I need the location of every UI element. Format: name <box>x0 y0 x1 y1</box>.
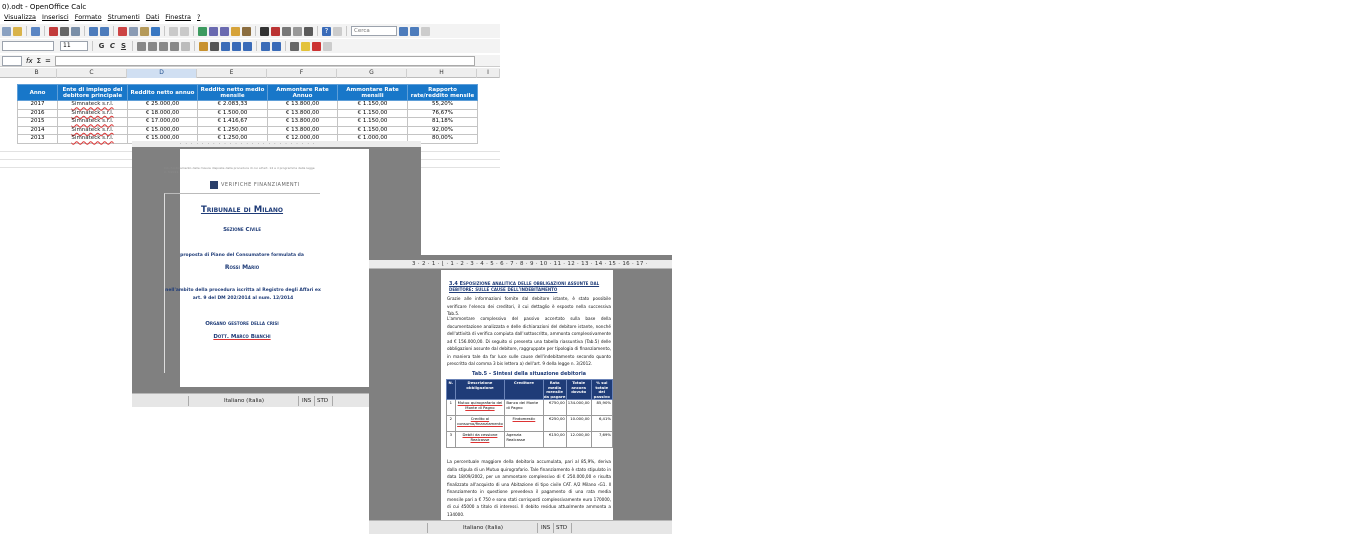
sort-descending-icon[interactable] <box>220 27 229 36</box>
page-header-text: Ciò, l'ordinamento delle misure disposte dalla procedura di cui all'art. 14 e il programma della legge n. 3/2012. <box>164 166 315 174</box>
organ-label: Organo gestore della crisi <box>205 321 279 327</box>
hyperlink-icon[interactable] <box>198 27 207 36</box>
menu-inserisci[interactable]: Inserisci <box>42 13 69 21</box>
cell[interactable]: € 13.800,00 <box>268 101 338 110</box>
cell[interactable]: 80,00% <box>408 135 478 144</box>
cell-text: Mutuo quirografario del Monte di Pagno <box>457 400 503 410</box>
zoom-icon[interactable] <box>304 27 313 36</box>
cell[interactable]: Banca del Monte di Pagno <box>505 400 543 416</box>
cell[interactable]: 55,20% <box>408 101 478 110</box>
background-color-icon[interactable] <box>301 42 310 51</box>
debtor-name: Rossi Mario <box>224 264 260 271</box>
status-selection-mode[interactable]: STD <box>317 398 329 404</box>
header-anno[interactable]: Anno <box>18 85 58 101</box>
status-divider <box>298 396 299 406</box>
cell[interactable]: 2014 <box>18 126 58 135</box>
logo-mark-icon <box>210 181 218 189</box>
cell[interactable]: € 18.000,00 <box>128 109 198 118</box>
table-row <box>447 400 613 416</box>
header-percentuale[interactable]: % sul totale del passivo <box>591 380 612 400</box>
export-pdf-icon[interactable] <box>49 27 58 36</box>
find-next-icon[interactable] <box>399 27 408 36</box>
cell[interactable]: € 2.083,33 <box>198 101 268 110</box>
cell[interactable]: 2017 <box>18 101 58 110</box>
cell[interactable]: 10.000,00 <box>566 416 591 432</box>
header-rate-mensili[interactable]: Ammontare Rate mensili <box>338 85 408 101</box>
page-preview-icon[interactable] <box>71 27 80 36</box>
menu-help[interactable]: ? <box>197 13 201 21</box>
cell[interactable]: € 13.800,00 <box>268 126 338 135</box>
cell[interactable]: € 12.000,00 <box>268 135 338 144</box>
menu-bar <box>0 13 500 24</box>
table-caption: Tab.5 – Sintesi della situazione debitoria <box>471 371 587 377</box>
format-toolbar <box>0 39 500 53</box>
horizontal-ruler[interactable]: 3 · 2 · 1 · ⌊ · 1 · 2 · 3 · 4 · 5 · 6 · 7 · 8 · 9 · 10 · 11 · 12 · 13 · 14 · 15 · 16 · 17 · <box>369 260 672 269</box>
print-icon[interactable] <box>60 27 69 36</box>
cell[interactable]: 1 <box>447 400 456 416</box>
autospellcheck-icon[interactable] <box>100 27 109 36</box>
align-left-icon[interactable] <box>137 42 146 51</box>
status-divider <box>553 523 554 533</box>
horizontal-ruler[interactable]: · · · · · · · · · · · · · · · · · · · · · · · · · <box>132 141 421 147</box>
currency-format-icon[interactable] <box>199 42 208 51</box>
cell[interactable]: 2013 <box>18 135 58 144</box>
toolbar-separator <box>92 41 93 51</box>
table-row <box>18 126 478 135</box>
align-center-icon[interactable] <box>148 42 157 51</box>
court-section: Sezione Civile <box>223 227 261 233</box>
cell[interactable]: € 1.150,00 <box>338 101 408 110</box>
add-decimal-icon[interactable] <box>232 42 241 51</box>
column-header-g[interactable]: G <box>337 69 407 78</box>
cell[interactable]: € 1.150,00 <box>338 126 408 135</box>
toolbar-separator <box>256 41 257 51</box>
function-wizard-icon[interactable]: fx <box>26 56 33 65</box>
toolbar-options-icon[interactable] <box>323 42 332 51</box>
header-n[interactable]: N. <box>447 380 456 400</box>
cell[interactable] <box>455 400 505 416</box>
cell[interactable]: Agenzia Realcasse <box>505 432 543 448</box>
cell[interactable]: € 1.150,00 <box>338 109 408 118</box>
debt-summary-table <box>446 379 613 448</box>
paste-icon[interactable] <box>140 27 149 36</box>
cell[interactable]: 6,41% <box>591 416 612 432</box>
standard-toolbar <box>0 24 500 38</box>
column-header-f[interactable]: F <box>267 69 337 78</box>
paragraph-passivo: L'ammontare complessivo del passivo accertato sulla base della documentazione analizzata e delle dichiarazioni del debitore istante, nonché dell'attività di verifica compiuta dall'sottoscritto, ammonta complessivamente ad € 156.000,00. Di seguito si presenta una tabella riassuntiva (Tab.5) delle obbligazioni assunte dal debitore, raggruppate per tipologia di finanziamento, in maniera tale da far luce sulle cause dell'indebitamento secondo quanto prescritto dal comma 3 bis lettera a) dell'art. 9 della legge n. 3/2012. <box>447 316 611 366</box>
window-title: 0).odt - OpenOffice Calc <box>2 3 87 11</box>
cell[interactable]: 3 <box>447 432 456 448</box>
paragraph-mutuo: La percentuale maggiore della debitoria accumulata, pari al 85,9%, deriva dalla stipula di un Mutuo quirografario. Tale finanziamento è stato stipulato in data 18/09/2002, per un ammontare complessivo di € 250.000,00 e risulta finalizzato all'acquisto di una Abitazione di tipo civile CAT. A/2 Milano ‹G1. Il finanziamento in questione prevedeva il pagamento di una rata media mensile pari a € 750 e sono stati corrisposti complessivamente euro 170000, di cui 45000 a titolo di interessi. Il debito residuo attualmente ammonta a 134000. <box>447 459 611 517</box>
status-insert-mode[interactable]: INS <box>541 525 551 531</box>
cell[interactable]: € 15.000,00 <box>128 135 198 144</box>
name-box[interactable] <box>2 56 22 66</box>
cell[interactable]: 7,69% <box>591 432 612 448</box>
status-divider <box>188 396 189 406</box>
status-divider <box>314 396 315 406</box>
help-icon[interactable]: ? <box>322 27 331 36</box>
borders-icon[interactable] <box>290 42 299 51</box>
header-rate-annuo[interactable]: Ammontare Rate Annuo <box>268 85 338 101</box>
table-header-row <box>447 380 613 400</box>
cell[interactable]: 12.000,00 <box>566 432 591 448</box>
cell-text: Credito al consumo/finanziamento <box>457 416 503 426</box>
header-rata[interactable]: Rata media mensile da pagare <box>543 380 566 399</box>
status-divider <box>571 523 572 533</box>
menu-formato[interactable]: Formato <box>74 13 102 21</box>
header-totale[interactable]: Totale ancora dovuto <box>566 380 591 400</box>
sum-icon[interactable]: Σ <box>36 56 42 65</box>
court-title: Tribunale di Milano <box>200 205 284 215</box>
section-heading: 3.4 Esposizione analitica delle obbligazioni assunte dal debitore: sulle cause dell'indebitamento <box>449 281 600 293</box>
cell[interactable]: 2016 <box>18 109 58 118</box>
header-creditore[interactable]: Creditore <box>505 380 543 400</box>
table-row <box>447 432 613 448</box>
navigator-icon[interactable] <box>271 27 280 36</box>
cell[interactable]: € 13.800,00 <box>268 118 338 127</box>
company-logo <box>210 181 300 189</box>
undo-icon[interactable] <box>169 27 178 36</box>
find-replace-icon[interactable] <box>260 27 269 36</box>
toolbar-separator <box>346 26 347 36</box>
cell[interactable]: € 1.416,67 <box>198 118 268 127</box>
header-rapporto[interactable]: Rapporto rate/reddito mensile <box>408 85 478 101</box>
cell[interactable]: € 1.250,00 <box>198 126 268 135</box>
italic-button[interactable]: C <box>109 42 116 50</box>
toolbar-separator <box>26 26 27 36</box>
status-divider <box>332 396 333 406</box>
cell[interactable]: Simnateck s.r.l. <box>58 109 128 118</box>
sort-ascending-icon[interactable] <box>209 27 218 36</box>
decrease-indent-icon[interactable] <box>261 42 270 51</box>
status-bar <box>369 520 672 534</box>
toolbar-separator <box>44 26 45 36</box>
column-header-e[interactable]: E <box>197 69 267 78</box>
percent-format-icon[interactable] <box>210 42 219 51</box>
toolbar-separator <box>193 26 194 36</box>
cell[interactable] <box>505 416 543 432</box>
manager-name <box>172 334 312 340</box>
merge-cells-icon[interactable] <box>181 42 190 51</box>
toolbar-separator <box>317 26 318 36</box>
datasources-icon[interactable] <box>293 27 302 36</box>
cell[interactable]: € 1.000,00 <box>338 135 408 144</box>
header-ente[interactable]: Ente di impiego del debitore principale <box>58 85 128 101</box>
cell[interactable]: 92,00% <box>408 126 478 135</box>
column-header-c[interactable]: C <box>57 69 127 78</box>
menu-strumenti[interactable]: Strumenti <box>107 13 140 21</box>
increase-indent-icon[interactable] <box>272 42 281 51</box>
header-reddito-annuo[interactable]: Reddito netto annuo <box>128 85 198 101</box>
search-input[interactable]: Cerca <box>351 26 397 36</box>
cell[interactable]: 85,90% <box>591 400 612 416</box>
chart-icon[interactable] <box>231 27 240 36</box>
clone-format-icon[interactable] <box>151 27 160 36</box>
menu-finestra[interactable]: Finestra <box>165 13 191 21</box>
cell[interactable]: 81,18% <box>408 118 478 127</box>
cell-text: Findomestic <box>512 416 536 421</box>
cell[interactable]: €250,00 <box>543 416 566 432</box>
toolbar-separator <box>255 26 256 36</box>
menu-dati[interactable]: Dati <box>145 13 160 21</box>
header-descrizione[interactable]: Descrizione obbligazione <box>455 380 505 400</box>
font-size-select[interactable]: 11 <box>60 41 88 51</box>
status-selection-mode[interactable]: STD <box>556 525 568 531</box>
find-previous-icon[interactable] <box>410 27 419 36</box>
cell[interactable]: 2 <box>447 416 456 432</box>
logo-text: VERIFICHE FINANZIAMENTI <box>221 182 300 188</box>
cell[interactable]: Simnateck s.r.l. <box>58 118 128 127</box>
cell[interactable]: € 1.150,00 <box>338 118 408 127</box>
standard-format-icon[interactable] <box>221 42 230 51</box>
draw-functions-icon[interactable] <box>242 27 251 36</box>
formula-bar <box>0 55 500 67</box>
cut-icon[interactable] <box>118 27 127 36</box>
cell[interactable]: €150,00 <box>543 432 566 448</box>
table-header-row <box>18 85 478 101</box>
cell[interactable]: 134.000,00 <box>566 400 591 416</box>
copy-icon[interactable] <box>129 27 138 36</box>
manager-name-text: Dott. Marco Bianchi <box>213 334 271 340</box>
open-folder-icon[interactable] <box>13 27 22 36</box>
menu-visualizza[interactable]: Visualizza <box>4 13 37 21</box>
toolbar-separator <box>113 26 114 36</box>
redo-icon[interactable] <box>180 27 189 36</box>
title-frame <box>164 193 320 373</box>
table-row <box>18 101 478 110</box>
cell[interactable] <box>455 432 505 448</box>
cell[interactable]: € 25.000,00 <box>128 101 198 110</box>
status-divider <box>427 523 428 533</box>
income-table <box>17 84 478 144</box>
toolbar-separator <box>132 41 133 51</box>
cell[interactable]: € 17.000,00 <box>128 118 198 127</box>
table-row <box>18 118 478 127</box>
cell[interactable]: € 1.250,00 <box>198 135 268 144</box>
toolbar-separator <box>164 26 165 36</box>
new-document-icon[interactable] <box>2 27 11 36</box>
formula-input[interactable] <box>55 56 475 66</box>
table-row <box>18 109 478 118</box>
font-color-icon[interactable] <box>312 42 321 51</box>
cell[interactable]: € 13.800,00 <box>268 109 338 118</box>
column-header-b[interactable]: B <box>17 69 57 78</box>
toolbar-separator <box>84 26 85 36</box>
paragraph-intro: Grazie alle informazioni fornite dal debitore istante, è stato possibile verificare l'elenco dei creditori, il cui dettaglio è esposto nella successiva Tab.5. <box>447 296 611 316</box>
font-name-select[interactable] <box>2 41 54 51</box>
column-header-h[interactable]: H <box>407 69 477 78</box>
cell[interactable]: Simnateck s.r.l. <box>58 135 128 144</box>
cell[interactable]: Simnateck s.r.l. <box>58 126 128 135</box>
cell[interactable]: 76,67% <box>408 109 478 118</box>
toolbar-options-icon[interactable] <box>421 27 430 36</box>
column-headers <box>0 68 500 78</box>
cell[interactable]: 2015 <box>18 118 58 127</box>
column-header-d[interactable]: D <box>127 69 197 78</box>
cell[interactable]: € 1.500,00 <box>198 109 268 118</box>
align-right-icon[interactable] <box>159 42 168 51</box>
status-divider <box>537 523 538 533</box>
status-insert-mode[interactable]: INS <box>302 398 312 404</box>
formula-equals-icon[interactable]: = <box>45 56 51 65</box>
cell-text: Debiti da cessione Realcasse <box>462 432 498 442</box>
gallery-icon[interactable] <box>282 27 291 36</box>
header-reddito-mensile[interactable]: Reddito netto medio mensile <box>198 85 268 101</box>
justify-icon[interactable] <box>170 42 179 51</box>
spellcheck-icon[interactable] <box>89 27 98 36</box>
writer-window-analysis-page <box>369 255 672 531</box>
delete-decimal-icon[interactable] <box>243 42 252 51</box>
cell[interactable]: €750,00 <box>543 400 566 416</box>
help-agent-icon[interactable] <box>333 27 342 36</box>
edit-file-icon[interactable] <box>31 27 40 36</box>
underline-button[interactable]: S <box>120 42 127 50</box>
table-row <box>447 416 613 432</box>
toolbar-separator <box>194 41 195 51</box>
column-header-i[interactable]: I <box>477 69 500 78</box>
status-language[interactable]: Italiano (Italia) <box>224 398 265 404</box>
cell[interactable]: Simnateck s.r.l. <box>58 101 128 110</box>
bold-button[interactable]: G <box>98 42 105 50</box>
toolbar-separator <box>285 41 286 51</box>
cell[interactable]: € 15.000,00 <box>128 126 198 135</box>
procedure-line: nell'ambito della procedura iscritta al Registro degli Affari ex art. 9 del DM 202/2014 al num. 12/2014 <box>165 288 321 301</box>
cell[interactable] <box>455 416 505 432</box>
status-language[interactable]: Italiano (Italia) <box>463 525 504 531</box>
proposal-line: proposta di Piano del Consumatore formulata da <box>180 253 304 258</box>
